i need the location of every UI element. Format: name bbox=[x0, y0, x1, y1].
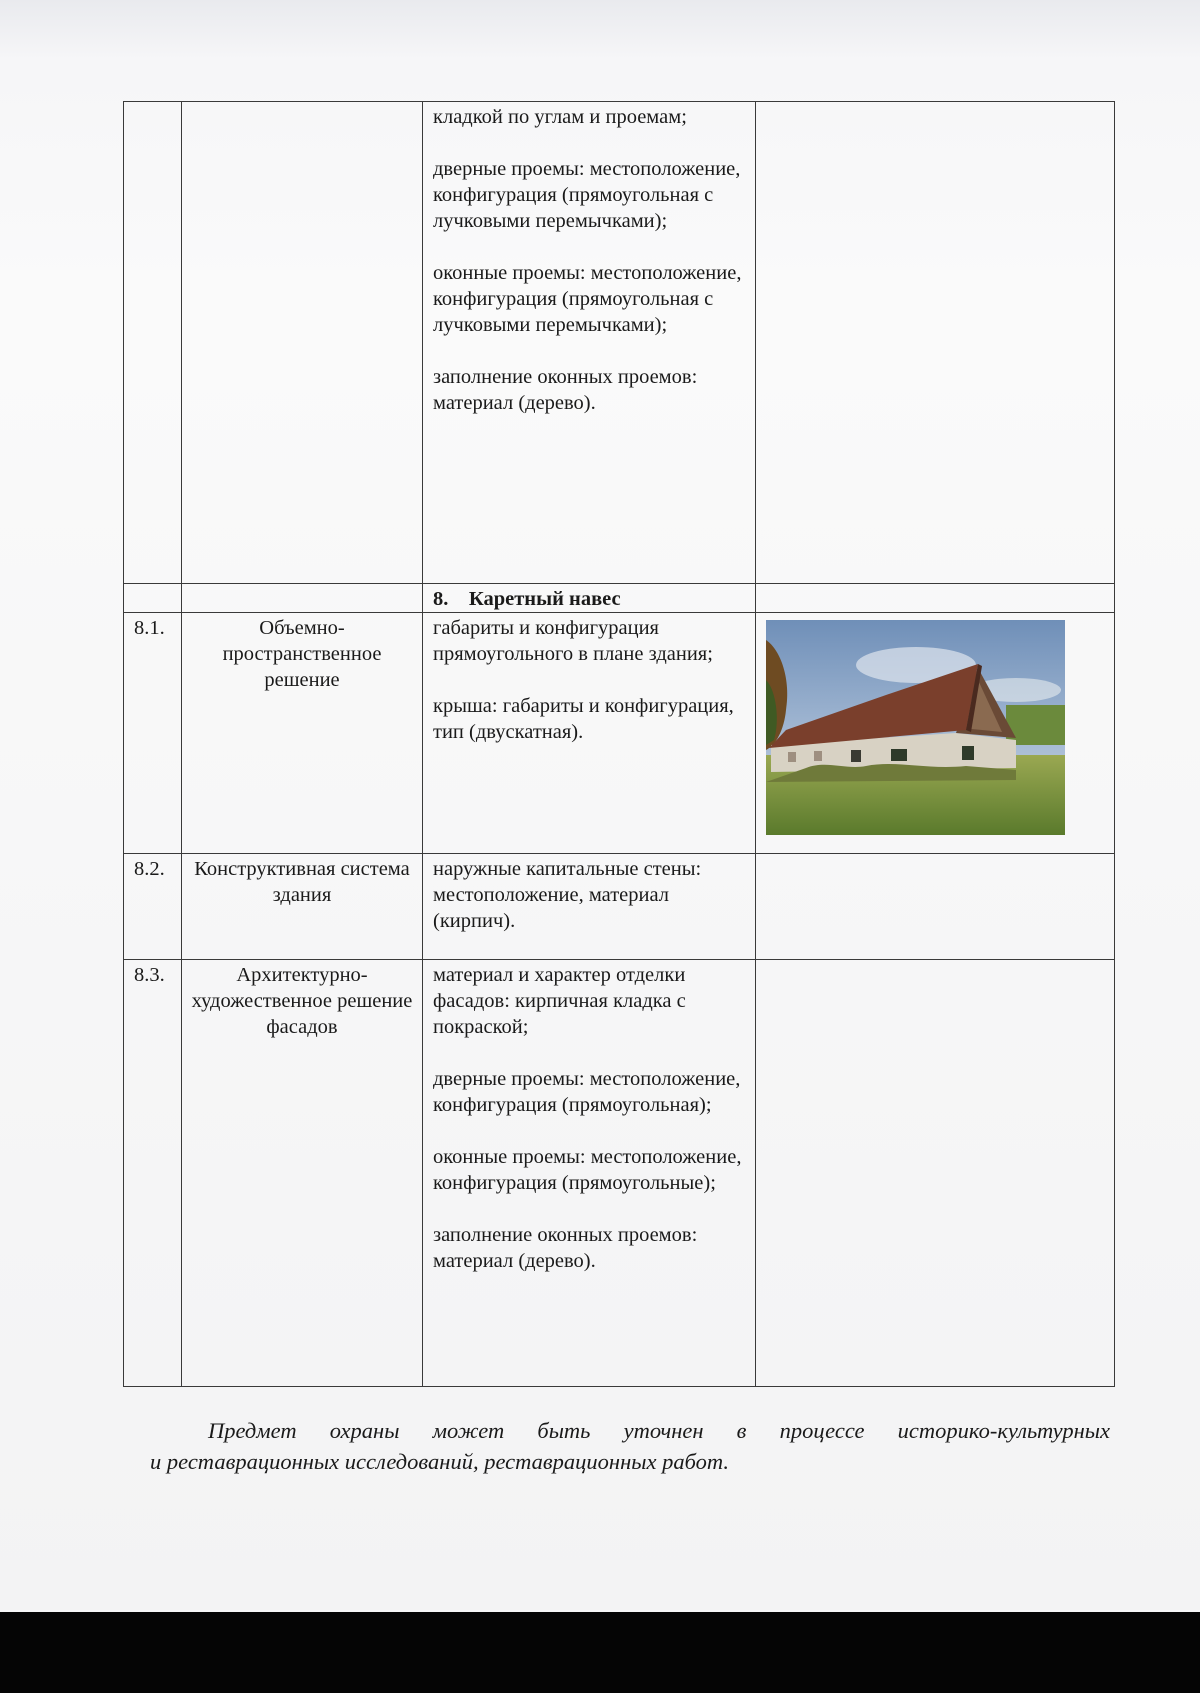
carriage-shed-photo bbox=[766, 620, 1065, 835]
description-paragraph: материал и характер отделки фасадов: кирпичная кладка с покраской; bbox=[433, 964, 686, 1038]
description-paragraph: дверные проемы: местоположение, конфигурация (прямоугольная с лучковыми перемычками); bbox=[433, 158, 741, 232]
description-paragraph: оконные проемы: местоположение, конфигурация (прямоугольные); bbox=[433, 1146, 742, 1194]
section-title: Каретный навес bbox=[468, 588, 621, 610]
description-cell bbox=[423, 613, 756, 854]
description-paragraph: заполнение оконных проемов: материал (дерево). bbox=[433, 1224, 698, 1272]
num-cell bbox=[124, 584, 182, 613]
scan-bottom-edge bbox=[0, 1612, 1200, 1693]
row-name: Конструктивная система здания bbox=[194, 858, 410, 906]
description-cell bbox=[423, 102, 756, 584]
num-cell bbox=[124, 854, 182, 960]
illustration-cell bbox=[756, 584, 1115, 613]
row-number: 8.1. bbox=[134, 617, 165, 639]
illustration-cell bbox=[756, 613, 1115, 854]
section-header-row bbox=[124, 584, 1115, 613]
description-cell bbox=[423, 854, 756, 960]
description-paragraph: заполнение оконных проемов: материал (дерево). bbox=[433, 366, 698, 414]
num-cell bbox=[124, 102, 182, 584]
illustration-cell bbox=[756, 854, 1115, 960]
name-cell bbox=[182, 960, 423, 1387]
table-row-continuation bbox=[124, 102, 1115, 584]
row-name: Объемно-пространственное решение bbox=[222, 617, 382, 691]
description-paragraph: крыша: габариты и конфигурация, тип (двускатная). bbox=[433, 695, 734, 743]
protection-note-line: Предмет охраны может быть уточнен в процессе историко-культурных bbox=[208, 1418, 1110, 1443]
protection-note bbox=[150, 1415, 1110, 1477]
description-paragraph: дверные проемы: местоположение, конфигурация (прямоугольная); bbox=[433, 1068, 741, 1116]
illustration-cell bbox=[756, 960, 1115, 1387]
description-paragraph: кладкой по углам и проемам; bbox=[433, 106, 687, 128]
table-row bbox=[124, 613, 1115, 854]
protection-note-line: и реставрационных исследований, реставрационных работ. bbox=[150, 1449, 730, 1474]
name-cell bbox=[182, 613, 423, 854]
row-number: 8.3. bbox=[134, 964, 165, 986]
protection-subject-table bbox=[123, 101, 1115, 1387]
description-paragraph: наружные капитальные стены: местоположение, материал (кирпич). bbox=[433, 858, 702, 932]
name-cell bbox=[182, 854, 423, 960]
table-row bbox=[124, 854, 1115, 960]
name-cell bbox=[182, 584, 423, 613]
description-paragraph: габариты и конфигурация прямоугольного в плане здания; bbox=[433, 617, 713, 665]
description-paragraph: оконные проемы: местоположение, конфигурация (прямоугольная с лучковыми перемычками); bbox=[433, 262, 742, 336]
illustration-cell bbox=[756, 102, 1115, 584]
section-title-cell bbox=[423, 584, 756, 613]
row-name: Архитектурно-художественное решение фасадов bbox=[191, 964, 413, 1038]
name-cell bbox=[182, 102, 423, 584]
num-cell bbox=[124, 960, 182, 1387]
table-row bbox=[124, 960, 1115, 1387]
description-cell bbox=[423, 960, 756, 1387]
section-number: 8. bbox=[433, 588, 449, 610]
row-number: 8.2. bbox=[134, 858, 165, 880]
num-cell bbox=[124, 613, 182, 854]
